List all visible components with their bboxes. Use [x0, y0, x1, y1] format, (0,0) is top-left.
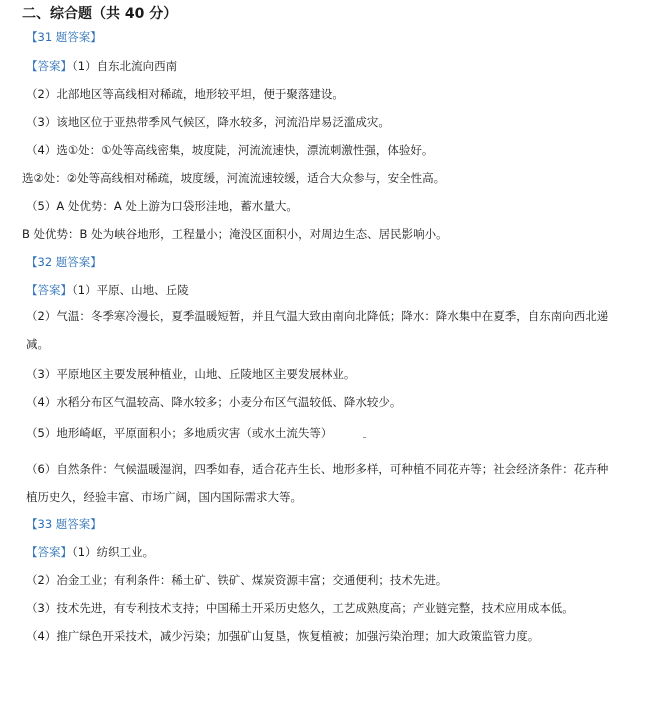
- q32-answer-1: [26, 282, 189, 298]
- q33-answer-1: [26, 544, 154, 560]
- q31-answer-5b: B 处优势：B 处为峡谷地形，工程量小；淹没区面积小，对周边生态、居民影响小。: [22, 227, 448, 241]
- q33-heading: 【33 题答案】: [26, 517, 102, 531]
- q31-answer-3: （3）该地区位于亚热带季风气候区，降水较多，河流沿岸易泛滥成灾。: [26, 115, 390, 129]
- answer-tag: 【答案】: [26, 545, 72, 559]
- q31-answer-2: （2）北部地区等高线相对稀疏，地形较平坦，便于聚落建设。: [26, 87, 344, 101]
- q32-answer-6: （6）自然条件：气候温暖湿润，四季如春，适合花卉生长、地形多样，可种植不同花卉等；社会经济条件：花卉种植历史久，经验丰富、市场广阔，国内国际需求大等。: [26, 462, 609, 504]
- q31-answer-4b: 选②处：②处等高线相对稀疏，坡度缓，河流流速较缓，适合大众参与，安全性高。: [22, 171, 446, 185]
- q32-answer-4: （4）水稻分布区气温较高、降水较多；小麦分布区气温较低、降水较少。: [26, 395, 402, 409]
- q33-answer-4: （4）推广绿色开采技术，减少污染；加强矿山复垦，恢复植被；加强污染治理；加大政策监管力度。: [26, 629, 540, 643]
- q32-answer-3: （3）平原地区主要发展种植业，山地、丘陵地区主要发展林业。: [26, 367, 356, 381]
- q31-answer-1: [26, 58, 177, 74]
- q31-answer-5: （5）A 处优势：A 处上游为口袋形洼地，蓄水量大。: [26, 199, 298, 213]
- answer-text: （1）纺织工业。: [72, 545, 155, 559]
- q33-answer-2: （2）冶金工业；有利条件：稀土矿、铁矿、煤炭资源丰富；交通便利；技术先进。: [26, 573, 448, 587]
- answer-tag: 【答案】: [26, 283, 72, 297]
- q31-answer-4: （4）选①处：①处等高线密集，坡度陡，河流流速快，漂流刺激性强，体验好。: [26, 143, 434, 157]
- q32-heading: 【32 题答案】: [26, 255, 102, 269]
- section-title: 二、综合题（共 40 分）: [22, 6, 178, 22]
- answer-text: （1）自东北流向西南: [72, 59, 178, 73]
- stray-mark: [363, 437, 366, 438]
- answer-text: （1）平原、山地、丘陵: [72, 283, 189, 297]
- q33-answer-3: （3）技术先进，有专利技术支持；中国稀土开采历史悠久，工艺成熟度高；产业链完整，技术应用成本低。: [26, 601, 574, 615]
- q32-answer-5: （5）地形崎岖，平原面积小；多地质灾害（或水土流失等）: [26, 426, 333, 440]
- q32-answer-2: （2）气温：冬季寒冷漫长，夏季温暖短暂，并且气温大致由南向北降低；降水：降水集中在夏季，自东南向西北递减。: [26, 309, 609, 351]
- q31-heading: 【31 题答案】: [26, 30, 102, 44]
- answer-tag: 【答案】: [26, 59, 72, 73]
